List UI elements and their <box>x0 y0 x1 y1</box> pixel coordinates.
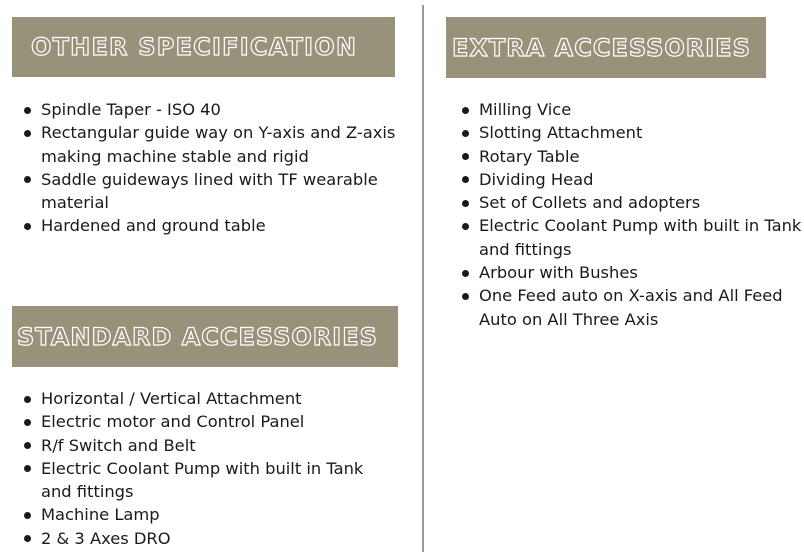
list-item: Dividing Head <box>462 168 804 191</box>
list-item: Hardened and ground table <box>24 214 396 237</box>
list-item: R/f Switch and Belt <box>24 434 396 457</box>
extra-accessories-list <box>462 98 804 331</box>
list-item: Milling Vice <box>462 98 804 121</box>
list-item: Horizontal / Vertical Attachment <box>24 387 396 410</box>
column-divider <box>422 5 424 552</box>
list-item: Electric motor and Control Panel <box>24 410 396 433</box>
extra-accessories-title: EXTRA ACCESSORIES <box>452 33 751 62</box>
list-item: 2 & 3 Axes DRO <box>24 527 396 550</box>
list-item: Rotary Table <box>462 145 804 168</box>
list-item: Machine Lamp <box>24 503 396 526</box>
list-item: One Feed auto on X-axis and All Feed Auto on All Three Axis <box>462 284 804 331</box>
other-specification-banner <box>12 17 395 77</box>
standard-accessories-title: STANDARD ACCESSORIES <box>17 322 378 351</box>
standard-accessories-list <box>24 387 396 550</box>
other-specification-list <box>24 98 396 238</box>
list-item: Electric Coolant Pump with built in Tank and fittings <box>462 214 804 261</box>
standard-accessories-banner <box>12 306 398 367</box>
list-item: Saddle guideways lined with TF wearable material <box>24 168 396 215</box>
list-item: Spindle Taper - ISO 40 <box>24 98 396 121</box>
list-item: Rectangular guide way on Y-axis and Z-axis making machine stable and rigid <box>24 121 396 168</box>
list-item: Set of Collets and adopters <box>462 191 804 214</box>
extra-accessories-banner <box>446 17 766 78</box>
list-item: Slotting Attachment <box>462 121 804 144</box>
list-item: Arbour with Bushes <box>462 261 804 284</box>
list-item: Electric Coolant Pump with built in Tank and fittings <box>24 457 396 504</box>
other-specification-title: OTHER SPECIFICATION <box>31 33 358 61</box>
